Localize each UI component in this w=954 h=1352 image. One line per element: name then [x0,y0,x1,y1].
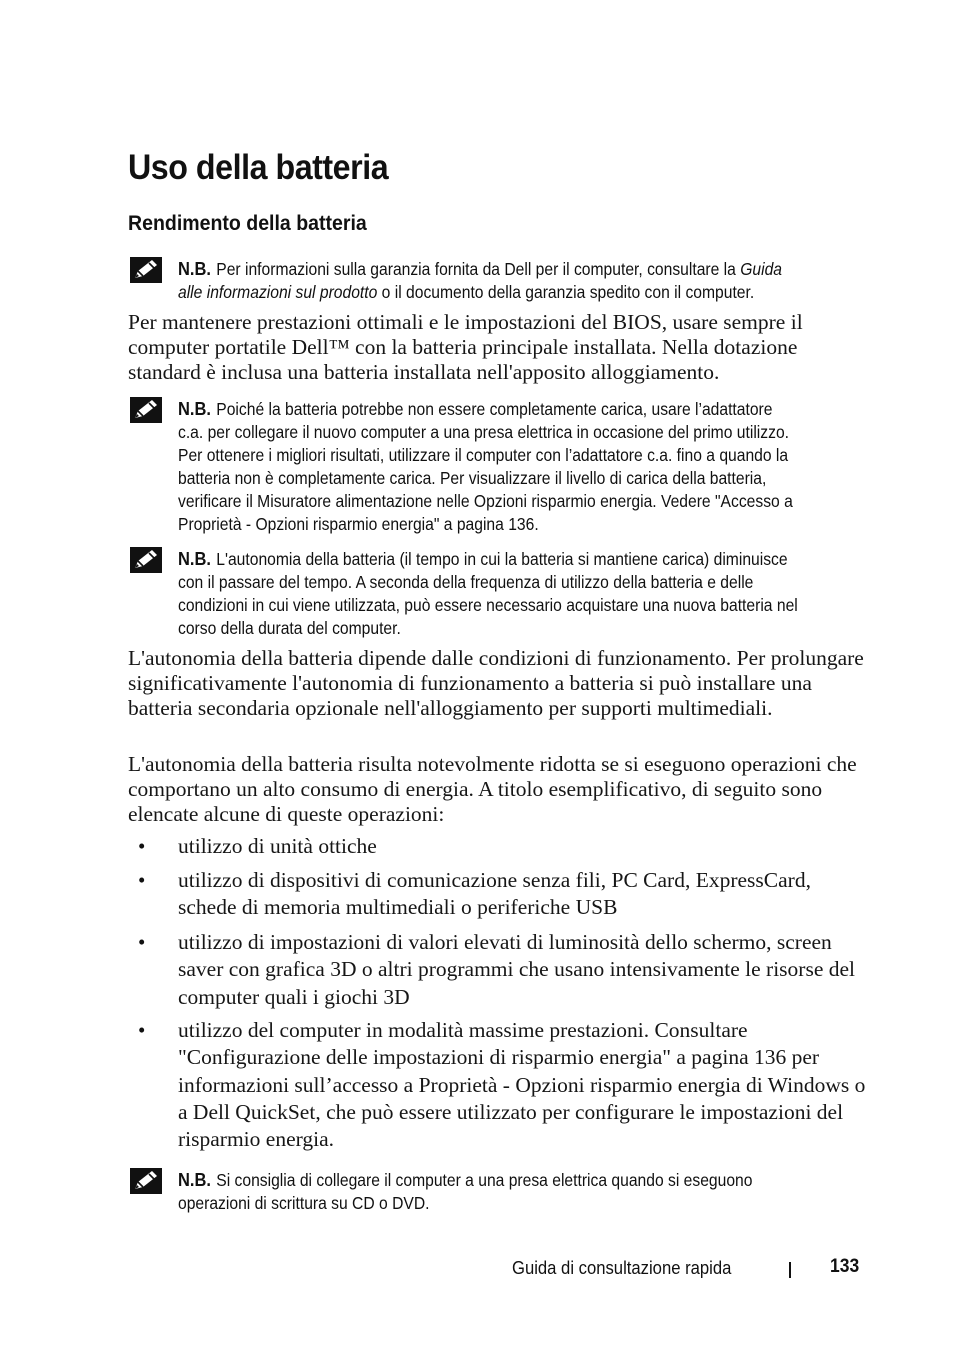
note-1-italic-title: Guida alle informazioni sul prodotto [178,259,783,302]
bullet-marker: • [138,834,146,858]
page-title: Uso della batteria [128,148,389,187]
note-label: N.B. [178,548,211,569]
note-pencil-icon [130,397,162,423]
bullet-marker: • [138,868,146,892]
note-pencil-icon [130,1168,162,1194]
note-3-body: L'autonomia della batteria (il tempo in cui la batteria si mantiene carica) diminuisce con il passare del tempo. A seconda della frequenza di utilizzo della batteria e delle condizioni in cui viene utilizzata, può essere necessario acquistare una nuova batteria nel corso della durata del computer. [178,549,798,638]
note-label: N.B. [178,258,211,279]
note-1-text-end: o il documento della garanzia spedito con il computer. [377,282,755,302]
page-number: 133 [830,1256,860,1277]
note-label: N.B. [178,1169,211,1190]
list-item-text: utilizzo di unità ottiche [178,834,377,858]
note-3-text [178,547,801,640]
bullet-marker: • [138,1018,146,1042]
note-pencil-icon [130,547,162,573]
note-pencil-icon [130,257,162,283]
note-2-text [178,397,801,536]
list-item-text: utilizzo del computer in modalità massime prestazioni. Consultare "Configurazione delle impostazioni di risparmio energia" a pagina 136 per informazioni sull’accesso a Proprietà - Opzioni risparmio energia di Windows o a Dell QuickSet, che può essere utilizzato per configurare le impostazioni del risparmio energia. [178,1018,866,1152]
note-1-text [178,257,801,304]
note-4-text [178,1168,801,1215]
bullet-marker: • [138,930,146,954]
paragraph-1: Per mantenere prestazioni ottimali e le impostazioni del BIOS, usare sempre il computer portatile Dell™ con la batteria principale installata. Nella dotazione standard è inclusa una batteria installata nell'apposito alloggiamento. [128,310,803,384]
note-2-body: Poiché la batteria potrebbe non essere completamente carica, usare l’adattatore c.a. per collegare il nuovo computer a una presa elettrica in occasione del primo utilizzo. Per ottenere i migliori risultati, utilizzare il computer con l’adattatore c.a. fino a quando la batteria non è completamente carica. Per visualizzare il livello di carica della batteria, verificare il Misuratore alimentazione nelle Opzioni risparmio energia. Vedere "Accesso a Proprietà - Opzioni risparmio energia" a pagina 136. [178,399,793,534]
footer-title: Guida di consultazione rapida [512,1257,732,1278]
paragraph-3: L'autonomia della batteria risulta notevolmente ridotta se si eseguono operazioni che comportano un alto consumo di energia. A titolo esemplificativo, di seguito sono elencate alcune di queste operazioni: [128,752,857,826]
list-item-text: utilizzo di impostazioni di valori elevati di luminosità dello schermo, screen saver con grafica 3D o altri programmi che usano intensivamente le risorse del computer quali i giochi 3D [178,930,856,1009]
footer-separator [789,1262,791,1278]
paragraph-2: L'autonomia della batteria dipende dalle condizioni di funzionamento. Per prolungare significativamente l'autonomia di funzionamento a batteria si può installare una batteria secondaria opzionale nell'alloggiamento per supporti multimediali. [128,646,864,720]
section-title: Rendimento della batteria [128,212,367,235]
note-4-body: Si consiglia di collegare il computer a una presa elettrica quando si eseguono operazioni di scrittura su CD o DVD. [178,1170,753,1213]
list-item-text: utilizzo di dispositivi di comunicazione senza fili, PC Card, ExpressCard, schede di memoria multimediali o periferiche USB [178,868,811,920]
note-label: N.B. [178,398,211,419]
note-1-text-start: Per informazioni sulla garanzia fornita da Dell per il computer, consultare la [216,259,741,279]
